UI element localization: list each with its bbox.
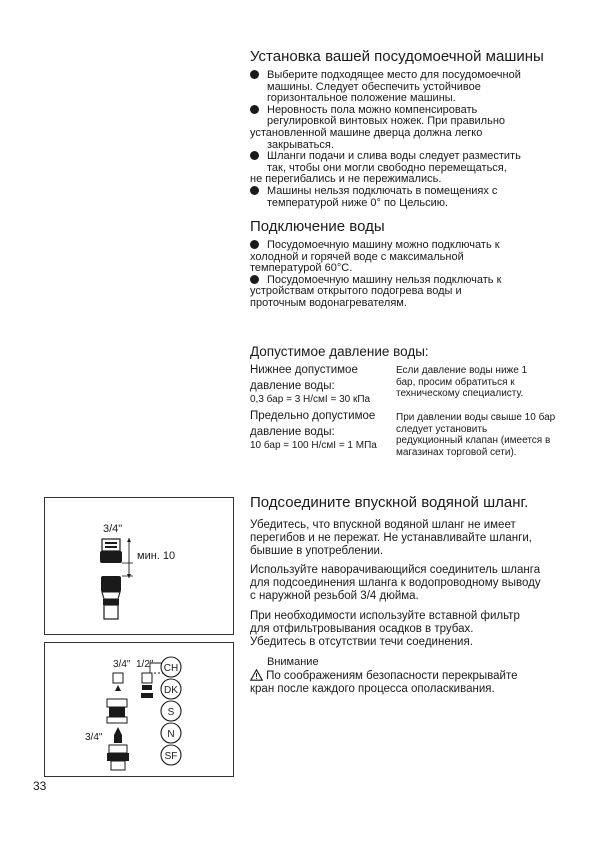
bullet-icon bbox=[250, 105, 259, 114]
figure-country-adapters bbox=[44, 642, 234, 777]
water-bullet-1: Посудомоечную машину можно подключать к bbox=[250, 240, 580, 252]
country-n: N bbox=[167, 729, 175, 740]
warning-line-1: По соображениям безопасности перекрывайте bbox=[266, 669, 518, 682]
bullet-icon bbox=[250, 70, 259, 79]
warning-line-2: кран после каждого процесса ополаскивания. bbox=[250, 683, 495, 696]
install-bullet-2: Неровность пола можно компенсировать bbox=[250, 105, 580, 117]
label-12: 1/2" bbox=[136, 659, 154, 670]
water-bullet-2: Посудомоечную машину нельзя подключать к bbox=[250, 275, 580, 287]
install-title: Установка вашей посудомоечной машины bbox=[250, 48, 544, 65]
install-bullets: Выберите подходящее место для посудомоечной машины. Следует обеспечить устойчивое горизонтальное положение машины. Неровность пола можно компенсировать регулировкой винтовых ножек. При правильно установленной машине дверца должна легко закрываться. Шланги подачи и слива воды следует разместить так, чтобы они могли свободно перемещаться, не перегибались и не пережимались. Машины нельзя подключать в помещениях с температурой ниже 0° по Цельсию. bbox=[250, 70, 580, 209]
country-dk: DK bbox=[164, 685, 178, 696]
install-bullet-1: Выберите подходящее место для посудомоечной bbox=[250, 70, 580, 82]
pressure-title: Допустимое давление воды: bbox=[250, 344, 429, 359]
pressure-low-label: Нижнее допустимое давление воды: bbox=[250, 364, 358, 392]
hose-title: Подсоедините впускной водяной шланг. bbox=[250, 494, 529, 511]
install-bullet-4: Машины нельзя подключать в помещениях с bbox=[250, 186, 580, 198]
pressure-low-note: Если давление воды ниже 1 бар, просим обратиться к техническому специалисту. bbox=[396, 365, 528, 399]
bullet-icon bbox=[250, 240, 259, 249]
country-ch: CH bbox=[163, 663, 179, 674]
pressure-low-value: 0,3 бар = 3 Н/смI = 30 кПа bbox=[250, 394, 371, 405]
page-number: 33 bbox=[33, 779, 47, 793]
bullet-icon bbox=[250, 151, 259, 160]
pressure-high-note: При давлении воды свыше 10 бар следует установить редукционный клапан (имеется в магазинах торговой сети). bbox=[396, 412, 556, 458]
install-bullet-3: Шланги подачи и слива воды следует разместить bbox=[250, 151, 580, 163]
label-34-bottom: 3/4" bbox=[85, 732, 103, 743]
country-code-circles bbox=[161, 657, 181, 765]
warning-block bbox=[250, 657, 580, 696]
water-bullets: Посудомоечную машину можно подключать к холодной и горячей воде с максимальной температурой 60°C. Посудомоечную машину нельзя подключать к устройствам открытого подогрева воды и проточным водонагревателям. bbox=[250, 240, 580, 310]
warning-icon bbox=[250, 669, 263, 685]
warning-title: Внимание bbox=[267, 656, 319, 668]
country-sf: SF bbox=[164, 751, 178, 762]
hose-fitting-diagram bbox=[45, 498, 233, 634]
label-34-top: 3/4" bbox=[113, 659, 131, 670]
bullet-icon bbox=[250, 275, 259, 284]
country-s: S bbox=[167, 707, 175, 718]
hose-paragraph-2: Используйте наворачивающийся соединитель шланга для подсоединения шланга к водопроводному выводу с наружной резьбой 3/4 дюйма. bbox=[250, 564, 541, 602]
adapter-diagram bbox=[45, 643, 233, 776]
min-distance-label: мин. 10 bbox=[137, 550, 176, 562]
thread-label: 3/4" bbox=[103, 523, 123, 535]
hose-paragraph-3: При необходимости используйте вставной фильтр для отфильтровывания осадков в трубах. Убедитесь в отсутствии течи соединения. bbox=[250, 610, 520, 648]
bullet-icon bbox=[250, 186, 259, 195]
pressure-high-label: Предельно допустимое давление воды: bbox=[250, 410, 376, 438]
pressure-high-value: 10 бар = 100 Н/смI = 1 МПа bbox=[250, 440, 377, 451]
hose-paragraph-1: Убедитесь, что впускной водяной шланг не имеет перегибов и не пережат. Не устанавливайте шланги, бывшие в употреблении. bbox=[250, 519, 532, 557]
water-title: Подключение воды bbox=[250, 218, 385, 235]
figure-hose-fitting bbox=[44, 497, 234, 635]
